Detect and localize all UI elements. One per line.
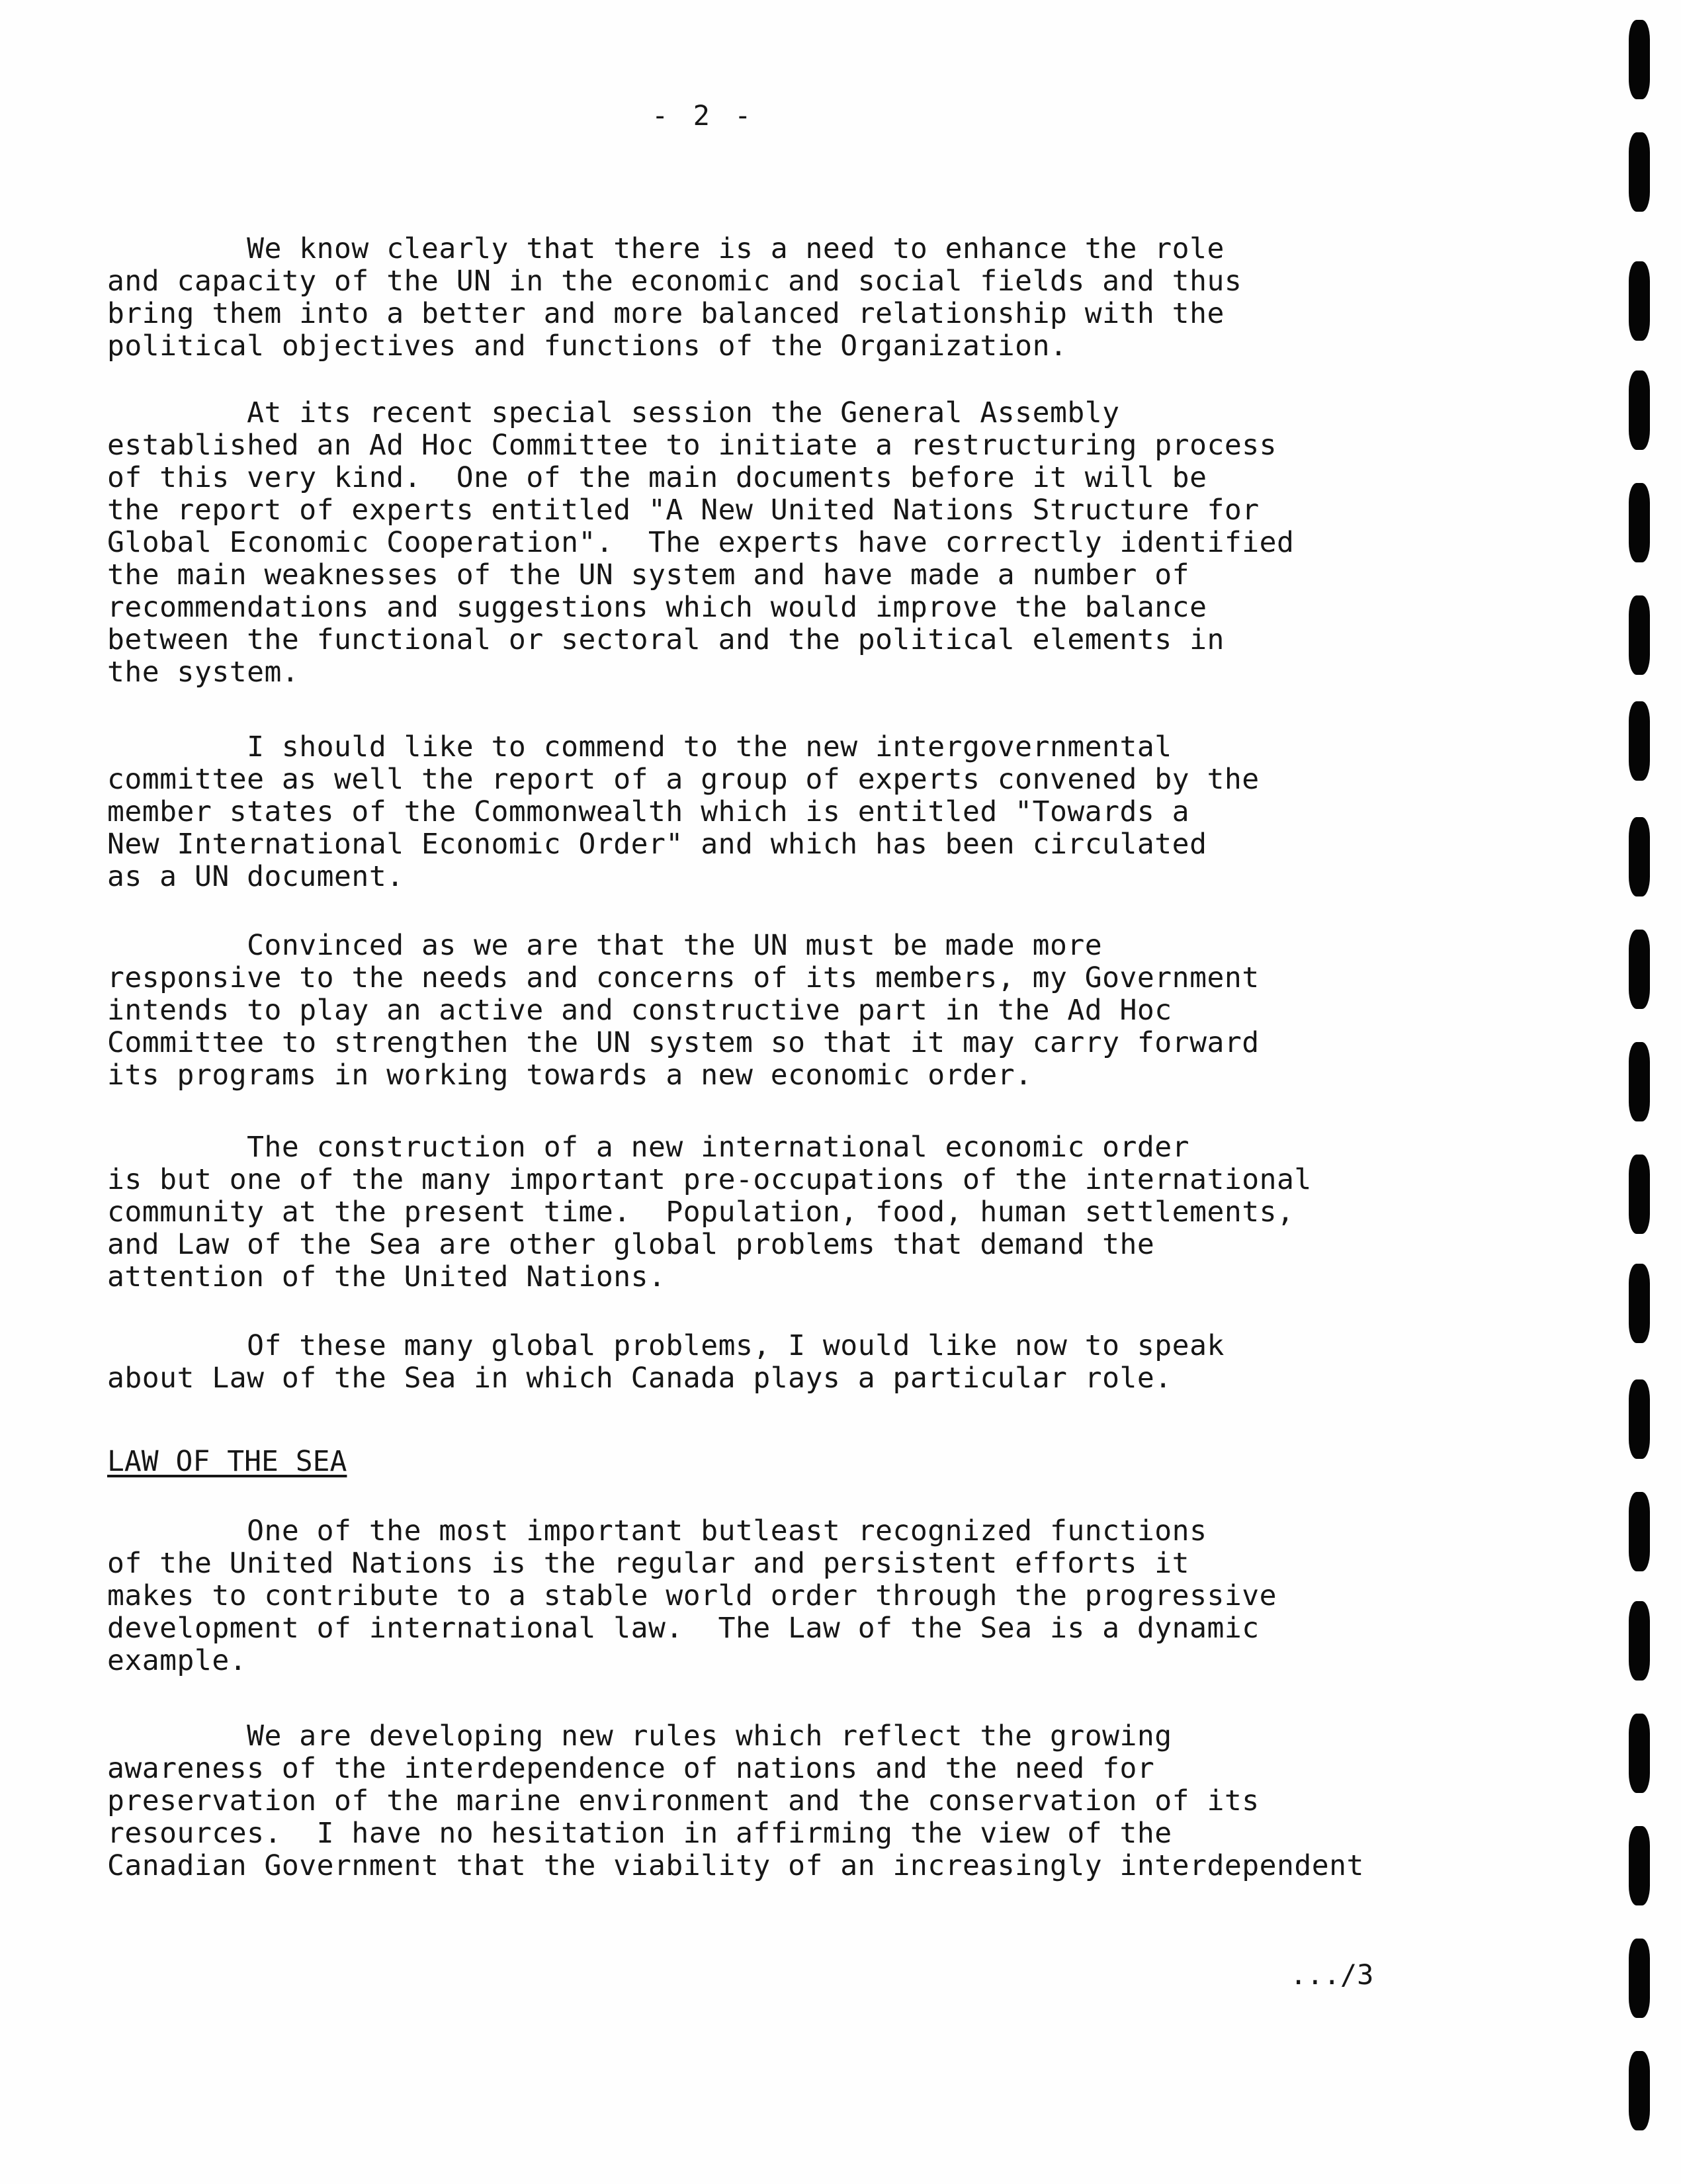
paragraph-government-intent: [107, 930, 1260, 1092]
paragraph-line: about Law of the Sea in which Canada plays a particular role.: [107, 1362, 1172, 1395]
paragraph-line: responsive to the needs and concerns of its members, my Government: [107, 961, 1260, 994]
punch-mark: [1629, 817, 1650, 896]
punch-mark: [1629, 1264, 1650, 1343]
paragraph-line: Of these many global problems, I would like now to speak: [107, 1329, 1225, 1362]
paragraph-global-problems: [107, 1131, 1312, 1293]
paragraph-line: At its recent special session the General Assembly: [107, 396, 1120, 429]
punch-mark: [1629, 1601, 1650, 1681]
paragraph-line: member states of the Commonwealth which is entitled "Towards a: [107, 795, 1190, 828]
punch-mark: [1629, 483, 1650, 562]
paragraph-line: and Law of the Sea are other global problems that demand the: [107, 1228, 1155, 1261]
paragraph-line: New International Economic Order" and which has been circulated: [107, 828, 1207, 861]
paragraph-line: intends to play an active and constructive part in the Ad Hoc: [107, 994, 1172, 1027]
paragraph-line: resources. I have no hesitation in affirming the view of the: [107, 1817, 1172, 1850]
punch-mark: [1629, 20, 1650, 99]
paragraph-line: We know clearly that there is a need to enhance the role: [107, 232, 1225, 265]
paragraph-line: community at the present time. Population, food, human settlements,: [107, 1196, 1295, 1229]
paragraph-line: the report of experts entitled "A New United Nations Structure for: [107, 494, 1260, 527]
paragraph-un-role: [107, 233, 1242, 363]
punch-mark: [1629, 1042, 1650, 1121]
punch-mark: [1629, 701, 1650, 781]
paragraph-line: preservation of the marine environment and the conservation of its: [107, 1784, 1260, 1817]
paragraph-line: and capacity of the UN in the economic and social fields and thus: [107, 265, 1242, 298]
punch-mark: [1629, 1939, 1650, 2018]
punch-mark: [1629, 1714, 1650, 1793]
paragraph-line: I should like to commend to the new intergovernmental: [107, 730, 1172, 764]
paragraph-line: Committee to strengthen the UN system so that it may carry forward: [107, 1026, 1260, 1059]
paragraph-ad-hoc-committee: [107, 397, 1294, 689]
paragraph-line: The construction of a new international economic order: [107, 1131, 1190, 1164]
section-heading: LAW OF THE SEA: [107, 1445, 347, 1478]
punch-mark: [1629, 1492, 1650, 1571]
page-number: - 2 -: [652, 99, 755, 132]
paragraph-line: awareness of the interdependence of nations and the need for: [107, 1752, 1155, 1785]
punch-mark: [1629, 261, 1650, 341]
punch-mark: [1629, 2051, 1650, 2130]
paragraph-line: Convinced as we are that the UN must be made more: [107, 929, 1103, 962]
paragraph-line: the main weaknesses of the UN system and have made a number of: [107, 558, 1190, 591]
paragraph-commonwealth-report: [107, 731, 1260, 893]
paragraph-line: of this very kind. One of the main documents before it will be: [107, 461, 1207, 494]
paragraph-line: makes to contribute to a stable world order through the progressive: [107, 1579, 1277, 1612]
paragraph-new-rules: [107, 1720, 1364, 1882]
paragraph-line: bring them into a better and more balanced relationship with the: [107, 297, 1225, 330]
paragraph-line: example.: [107, 1644, 247, 1677]
paragraph-canada-role: [107, 1330, 1225, 1395]
punch-mark: [1629, 595, 1650, 675]
punch-mark: [1629, 930, 1650, 1009]
paragraph-line: is but one of the many important pre-occupations of the international: [107, 1163, 1312, 1196]
paragraph-line: established an Ad Hoc Committee to initiate a restructuring process: [107, 429, 1277, 462]
binder-punch-marks: [1629, 0, 1655, 2184]
punch-mark: [1629, 371, 1650, 450]
paragraph-line: Canadian Government that the viability of an increasingly interdependent: [107, 1849, 1364, 1882]
paragraph-line: development of international law. The Law of the Sea is a dynamic: [107, 1612, 1260, 1645]
paragraph-line: the system.: [107, 656, 300, 689]
paragraph-line: One of the most important butleast recognized functions: [107, 1514, 1207, 1548]
punch-mark: [1629, 132, 1650, 212]
paragraph-line: attention of the United Nations.: [107, 1260, 666, 1293]
punch-mark: [1629, 1155, 1650, 1234]
paragraph-line: its programs in working towards a new economic order.: [107, 1059, 1033, 1092]
paragraph-line: committee as well the report of a group of experts convened by the: [107, 763, 1260, 796]
paragraph-line: as a UN document.: [107, 860, 404, 893]
paragraph-line: Global Economic Cooperation". The experts have correctly identified: [107, 526, 1295, 559]
paragraph-line: political objectives and functions of the Organization.: [107, 329, 1068, 363]
continued-marker: .../3: [1290, 1958, 1374, 1991]
paragraph-international-law: [107, 1515, 1277, 1677]
paragraph-line: between the functional or sectoral and the political elements in: [107, 623, 1225, 656]
punch-mark: [1629, 1826, 1650, 1905]
paragraph-line: recommendations and suggestions which would improve the balance: [107, 591, 1207, 624]
paragraph-line: of the United Nations is the regular and persistent efforts it: [107, 1547, 1190, 1580]
paragraph-line: We are developing new rules which reflect the growing: [107, 1720, 1172, 1753]
punch-mark: [1629, 1379, 1650, 1459]
